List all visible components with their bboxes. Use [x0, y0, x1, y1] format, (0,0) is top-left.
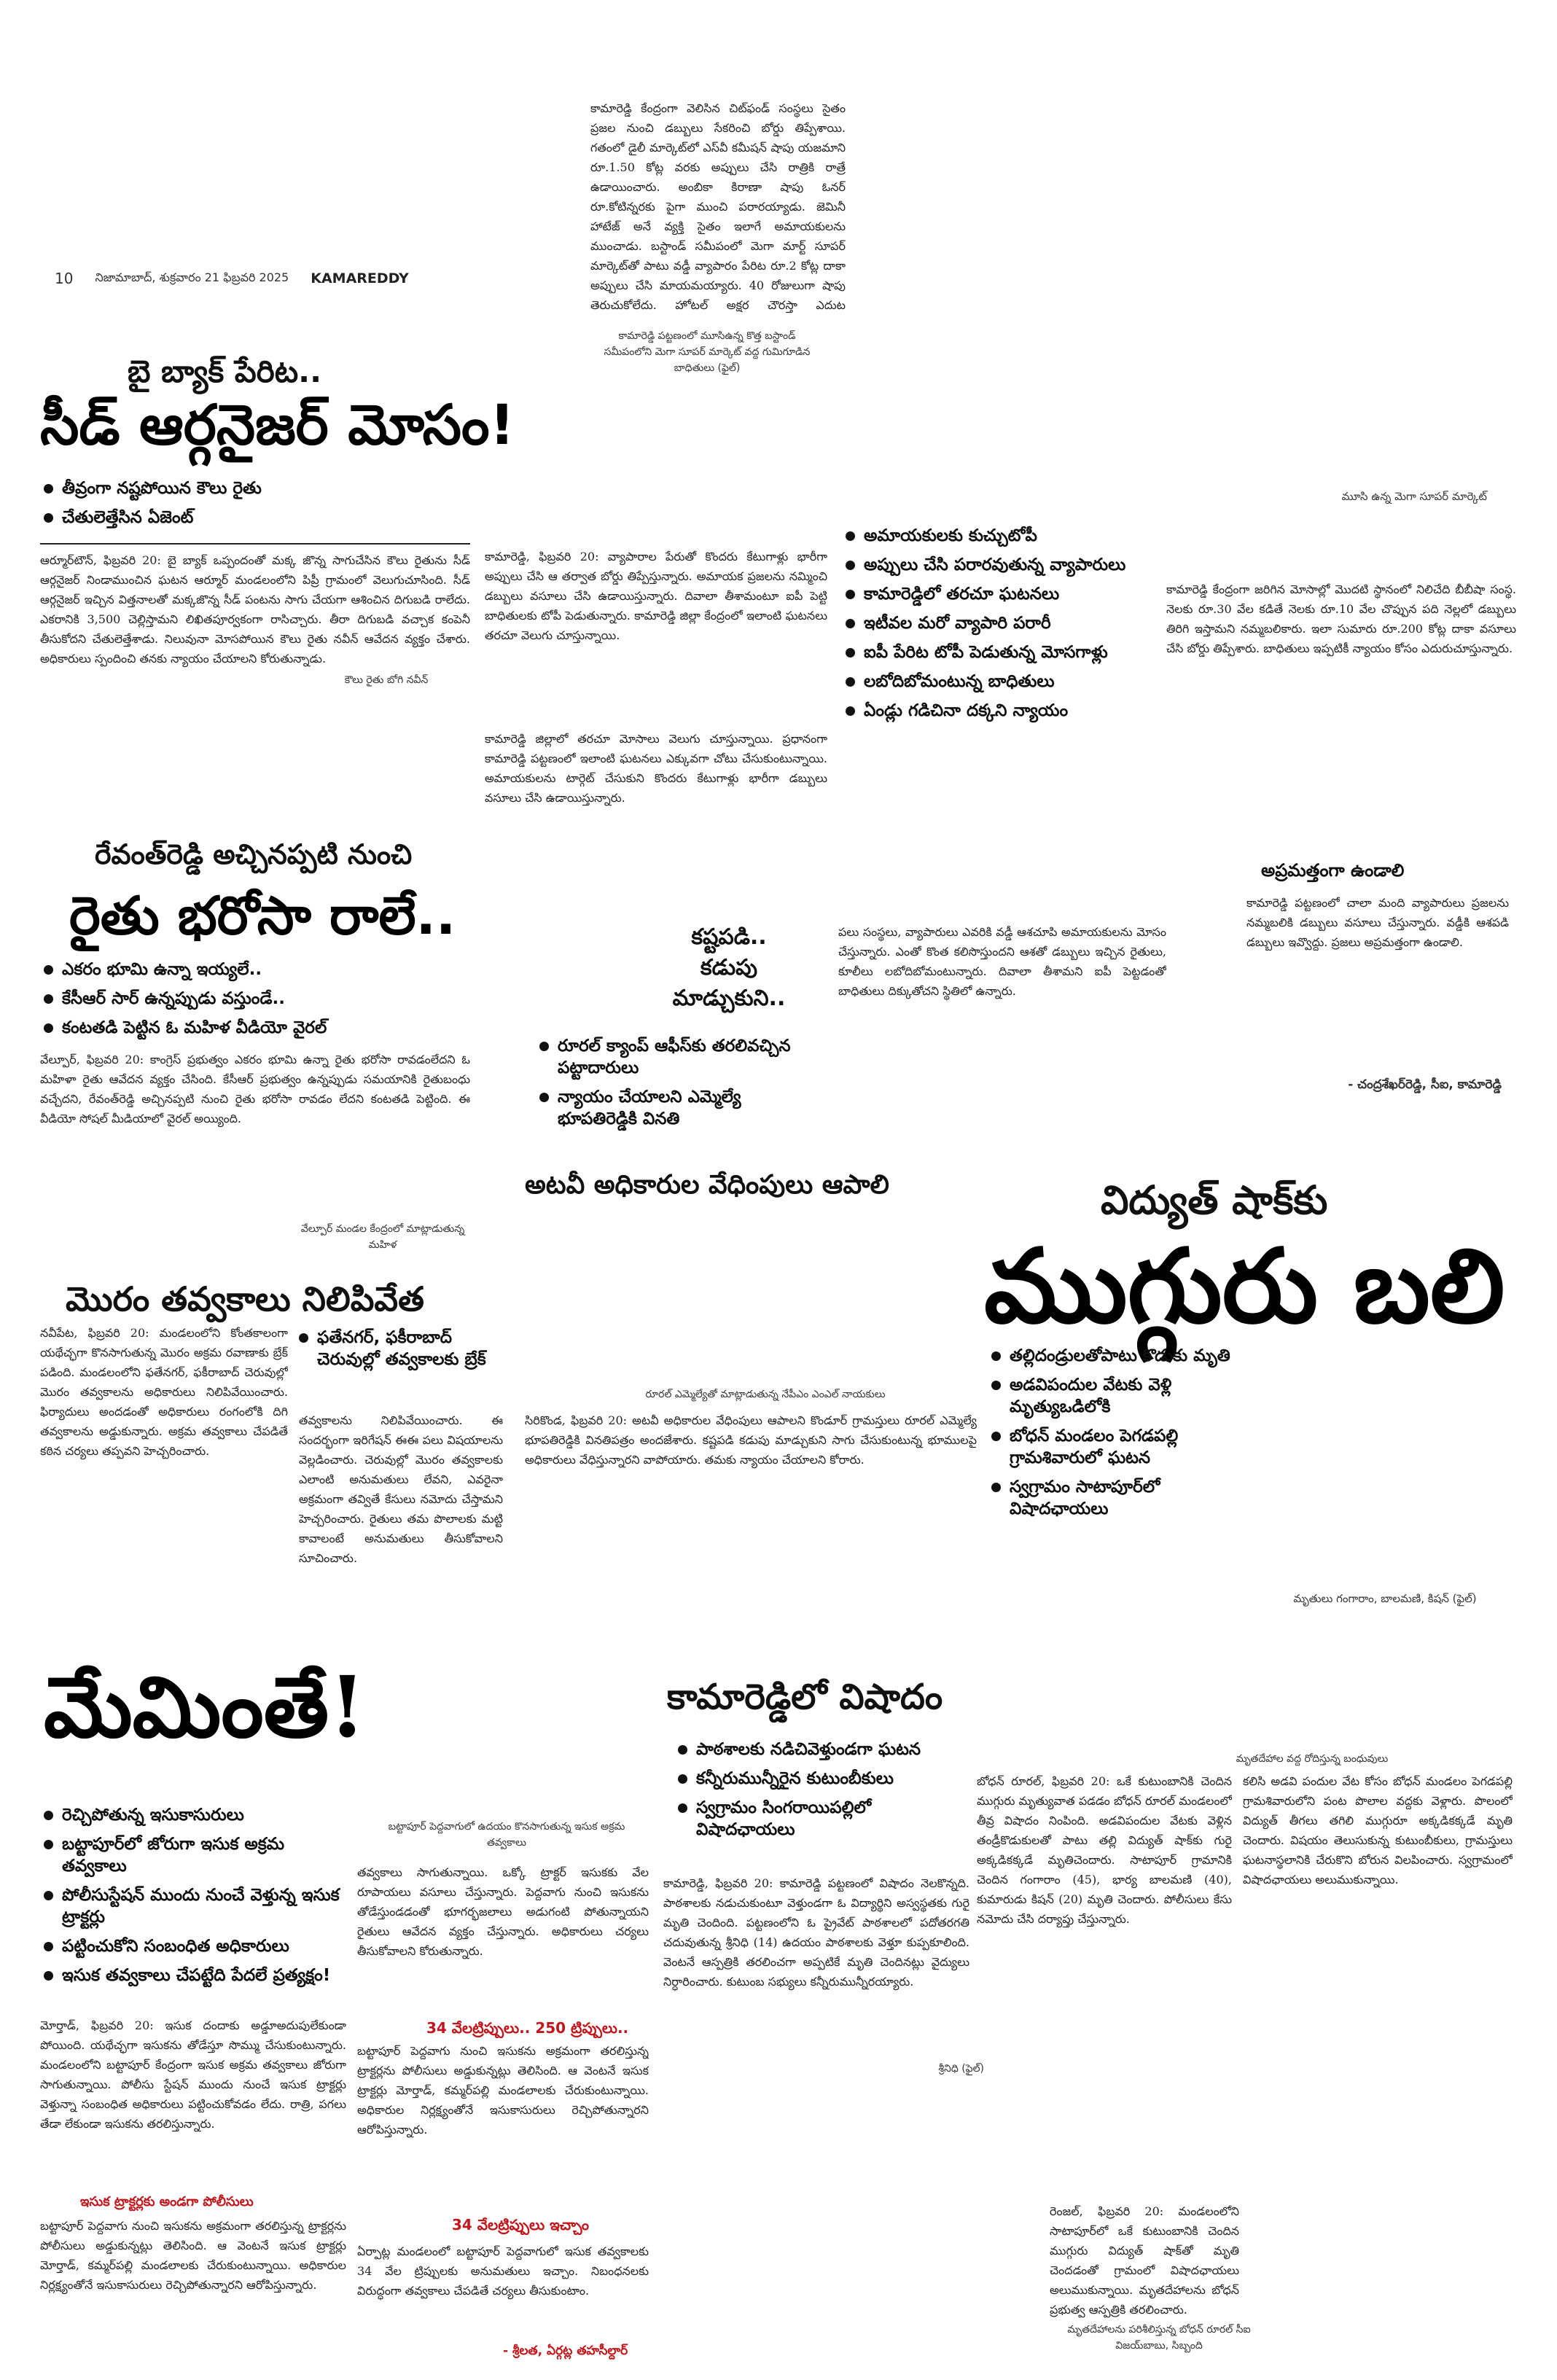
market-caption: మూసి ఉన్న మెగా సూపర్ మార్కెట్ [1341, 490, 1487, 503]
electric-bullets [991, 1345, 1239, 1527]
bullet-icon [539, 1093, 549, 1102]
bullet-icon [44, 513, 53, 523]
mid-box-headline-main: అటవీ అధికారుల వేధింపులు ఆపాలి [525, 1170, 889, 1200]
story2-kicker: రేవంత్‌రెడ్డి అచ్చినప్పటి నుంచి [95, 838, 413, 870]
story6-body3: రెంజల్, ఫిబ్రవరి 20: మండలంలోని సాటాపూర్‌లో ఒకే కుటుంబానికి చెందిన ముగ్గురు విద్యుత్ షాక్‌తో మృతి చెందడంతో గ్రామంలో విషాదఛాయలు అలుముకున్నాయి. మృతదేహాలను బోధన్ ప్రభుత్వ ఆస్పత్రికి తరలించారు. [1050, 2204, 1239, 2317]
story4-red-text2: 34 వేలట్రిప్పులు ఇచ్చాం [452, 2216, 590, 2233]
sidebar-title: అప్రమత్తంగా ఉండాలి [1261, 860, 1405, 881]
bullet-icon [44, 1891, 53, 1900]
bullet-icon [44, 1840, 53, 1849]
list-item: పోలీసుస్టేషన్ ముందు నుంచే వెళ్తున్న ఇసుక ట్రాక్టర్లు [44, 1884, 350, 1928]
bullet-icon [846, 531, 855, 541]
divider [40, 543, 470, 545]
list-item: ఏండ్లు గడిచినా దక్కని న్యాయం [846, 700, 1152, 722]
fraud-body-4: పలు సంస్థలు, వ్యాపారులు ఎవరికి వడ్డీ ఆశచూపి అమాయకులను మోసం చేస్తున్నారు. ఎంతో కొంత కలిసొస్తుందని ఆశతో డబ్బులు ఇచ్చిన రైతులు, కూలీలు లబోదిబోమంటున్నారు. దివాలా తీశామని ఐపీ పెట్టడంతో బాధితులు దిక్కుతోచని స్థితిలో ఉన్నారు. [838, 925, 1166, 998]
list-item: రూరల్ క్యాంప్ ఆఫీస్‌కు తరలివచ్చిన పట్టాదారులు [539, 1035, 824, 1079]
list-item: రెచ్చిపోతున్న ఇసుకాసురులు [44, 1804, 350, 1826]
list-item: కంటతడి పెట్టిన ఓ మహిళ వీడియో వైరల్ [44, 1017, 474, 1039]
fraud-body-2: కామారెడ్డి జిల్లాలో తరచూ మోసాలు వెలుగు చూస్తున్నాయి. ప్రధానంగా కామారెడ్డి పట్టణంలో ఇలాంటి ఘటనలు ఎక్కువగా చోటు చేసుకుంటున్నాయి. అమాయకులను టార్గెట్ చేసుకుని కొందరు కేటుగాళ్లు భారీగా డబ్బులు వసూలు చేసి ఉడాయిస్తున్నారు. [485, 732, 827, 805]
electric-headline: ముగ్గురు బలి [984, 1227, 1505, 1346]
masthead [55, 266, 426, 291]
electric-caption: మృతులు గంగారాం, బాలమణి, కిషన్ (ఫైల్) [1293, 1592, 1477, 1605]
list-item: ఇటీవల మరో వ్యాపారి పరారీ [846, 612, 1152, 634]
bullet-icon [44, 1811, 53, 1820]
story5-caption: శ్రీనిధి (ఫైల్) [938, 2063, 984, 2075]
list-item: పాఠశాలకు నడిచివెళ్తుండగా ఘటన [678, 1739, 962, 1760]
story1-kicker: బై బ్యాక్ పేరిట.. [128, 354, 322, 389]
story1-caption: కౌలు రైతు బోగి నవీన్ [344, 674, 429, 686]
mid-box-body: సిరికొండ, ఫిబ్రవరి 20: అటవీ అధికారుల వేధింపులు ఆపాలని కొండూర్ గ్రామస్తులు రూరల్ ఎమ్మెల్యే భూపతిరెడ్డికి వినతిపత్రం అందజేశారు. కష్టపడి కడుపు మాడ్చుకుని సాగు చేసుకుంటున్న భూములపై అధికారులు వేధిస్తున్నారని వాపోయారు. తమకు న్యాయం చేయాలని కోరారు. [525, 1413, 977, 1467]
list-item: ఐపీ పేరిట టోపీ పెడుతున్న మోసగాళ్లు [846, 641, 1152, 663]
fraud-body-1: కామారెడ్డి, ఫిబ్రవరి 20: వ్యాపారాల పేరుతో కొందరు కేటుగాళ్లు భారీగా అప్పులు చేసి ఆ తర్వాత బోర్డు తిప్పేస్తున్నారు. అమాయక ప్రజలను నమ్మించి డబ్బులు వసూలు చేసి ఉడాయిస్తున్నారు. దివాలా తీశామంటూ ఐపీ పెట్టి బాధితులకు టోపీ పెడుతున్నారు. కామారెడ్డి జిల్లా కేంద్రంలో ఇలాంటి ఘటనలు తరచూ వెలుగు చూస్తున్నాయి. [485, 550, 827, 642]
bullet-icon [44, 1023, 53, 1033]
story4-body2: తవ్వకాలు సాగుతున్నాయి. ఒక్కో ట్రాక్టర్ ఇసుకకు వేల రూపాయలు వసూలు చేస్తున్నారు. పెద్దవాగు నుంచి ఇసుకను తోడేస్తుండడంతో భూగర్భజలాలు అడుగంటి పోతున్నాయని రైతులు ఆవేదన వ్యక్తం చేస్తున్నారు. అధికారులు చర్యలు తీసుకోవాలని కోరుతున్నారు. [357, 1865, 649, 1958]
page-number: 10 [55, 270, 74, 287]
mid-box-headline: కష్టపడి.. కడుపు మాడ్చుకుని.. [672, 924, 786, 1011]
story4-body3: బట్టాపూర్ పెద్దవాగు నుంచి ఇసుకను అక్రమంగా తరలిస్తున్న ట్రాక్టర్లను పోలీసులు అడ్డుకున్నట్లు తెలిసింది. ఆ వెంటనే ఇసుక ట్రాక్టర్లు మోర్తాడ్, కమ్మర్‌పల్లి మండలాలకు చేరుకుంటున్నాయి. అధికారుల నిర్లక్ష్యంతోనే ఇసుకాసురులు రెచ్చిపోతున్నారని ఆరోపిస్తున్నారు. [40, 2219, 346, 2292]
list-item: స్వగ్రామం సాటాపూర్‌లో విషాదఛాయలు [991, 1476, 1239, 1520]
list-item: చేతులెత్తేసిన ఏజెంట్ [44, 507, 452, 528]
bullet-icon [846, 619, 855, 628]
story2-headline: రైతు భరోసా రాలే.. [69, 885, 456, 946]
bullet-icon [846, 561, 855, 570]
story3-body2: తవ్వకాలను నిలిపివేయించారు. ఈ సందర్భంగా ఇరిగేషన్ ఈఈ పలు విషయాలను వెల్లడించారు. చెరువుల్లో మొరం తవ్వకాలకు ఎలాంటి అనుమతులు లేవని, ఎవరైనా అక్రమంగా తవ్వితే కేసులు నమోదు చేస్తామని హెచ్చరించారు. రైతులు తమ పొలాలకు మట్టి కావాలంటే అనుమతులు తీసుకోవాలని సూచించారు. [299, 1413, 503, 1565]
story6-caption: మృతదేహాల వద్ద రోదిస్తున్న బంధువులు [1236, 1753, 1389, 1765]
bullet-icon [44, 1942, 53, 1951]
story4-body: మోర్తాడ్, ఫిబ్రవరి 20: ఇసుక దందాకు అడ్డూఅదుపులేకుండా పోయింది. యథేచ్ఛగా ఇసుకను తోడేస్తూ సొమ్ము చేసుకుంటున్నారు. మండలంలోని బట్టాపూర్ కేంద్రంగా ఇసుక అక్రమ తవ్వకాలు జోరుగా సాగుతున్నాయి. పోలీసు స్టేషన్ ముందు నుంచే ఇసుక ట్రాక్టర్లు వెళ్తున్నా సంబంధిత అధికారులు పట్టించుకోవడం లేదు. రాత్రి, పగలు తేడా లేకుండా ఇసుకను తరలిస్తున్నారు. [40, 2018, 346, 2131]
sidebar-body: కామారెడ్డి పట్టణంలో చాలా మంది వ్యాపారులు ప్రజలను నమ్మబలికి డబ్బులు వసూలు చేస్తున్నారు. వడ్డీకి ఆశపడి డబ్బులు ఇవ్వొద్దు. ప్రజలు అప్రమత్తంగా ఉండాలి. [1246, 896, 1509, 949]
fraud-bullets [846, 525, 1152, 729]
electric-kicker: విద్యుత్ షాక్‌కు [1101, 1177, 1328, 1223]
list-item: కేసీఆర్ సార్ ఉన్నప్పుడు వస్తుండే.. [44, 988, 474, 1010]
mid-box-bullets [539, 1035, 824, 1137]
mid-box-caption: రూరల్ ఎమ్మెల్యేతో మాట్లాడుతున్న నేపీఎం ఎంఎల్ నాయకులు [645, 1389, 886, 1400]
list-item: కన్నీరుమున్నీరైన కుటుంబీకులు [678, 1768, 962, 1790]
bullet-icon [991, 1483, 1001, 1492]
bullet-icon [44, 965, 53, 975]
list-item: అమాయకులకు కుచ్చుటోపీ [846, 525, 1152, 547]
top-story-caption: కామారెడ్డి పట్టణంలో మూసిఉన్న కొత్త బస్టాండ్ సమీపంలోని మెగా సూపర్ మార్కెట్ వద్ద గుమిగూడిన బాధితులు (ఫైల్) [604, 330, 811, 374]
bullet-icon [539, 1042, 549, 1051]
list-item: ఫతేనగర్, ఫకీరాబాద్ చెరువుల్లో తవ్వకాలకు బ్రేక్ [299, 1327, 488, 1370]
story4-body4: ఏర్పాట్ల మండలంలో బట్టాపూర్ పెద్దవాగులో ఇసుక తవ్వకాలకు 34 వేల ట్రిప్పులకు అనుమతులు ఇచ్చాం. నిబంధనలకు విరుద్ధంగా తవ్వకాలు చేపడితే చర్యలు తీసుకుంటాం. [357, 2244, 649, 2298]
bullet-icon [846, 590, 855, 599]
bullet-icon [678, 1745, 687, 1755]
list-item: ఇసుక తవ్వకాలు చేపట్టేది పేదలే ప్రత్యక్షం! [44, 1965, 350, 1986]
story1-body: ఆర్మూర్‌టౌన్, ఫిబ్రవరి 20: బై బ్యాక్ ఒప్పందంతో మక్క జొన్న సాగుచేసిన కౌలు రైతును సీడ్ ఆర్గనైజర్ నిండాముంచిన ఘటన ఆర్మూర్ మండలంలోని పిప్రీ గ్రామంలో వెలుగుచూసింది. సీడ్ ఆర్గనైజర్ ఇచ్చిన విత్తనాలతో మక్కజొన్న సీడ్ పంటను సాగు చేయగా ఆశించిన దిగుబడి రాలేదు. ఎకరానికి 3,500 చెల్లిస్తామని లిఖితపూర్వకంగా రాసిచ్చారు. తీరా దిగుబడి వచ్చాక కంపెనీ తీసుకోదని చేతులెత్తేశాడు. నిలువునా మోసపోయిన కౌలు రైతు నవీన్ ఆవేదన వ్యక్తం చేశారు. అధికారులు స్పందించి తనకు న్యాయం చేయాలని కోరుతున్నాడు. [40, 553, 470, 666]
sidebar-author: - చంద్రశేఖర్‌రెడ్డి, సీఐ, కామారెడ్డి [1348, 1077, 1502, 1092]
story6-body2: కలిసి అడవి పందుల వేట కోసం బోధన్ మండలం పెగడపల్లి గ్రామశివారులోని పంట పొలాల వద్దకు వెళ్లారు. పొలంలో విద్యుత్ తీగలు తగిలి ముగ్గురూ అక్కడికక్కడే మృతి చెందారు. విషయం తెలుసుకున్న కుటుంబీకులు, గ్రామస్తులు ఘటనాస్థలానికి చేరుకొని బోరున విలపించారు. స్వగ్రామంలో విషాదఛాయలు అలుముకున్నాయి. [1243, 1774, 1513, 1887]
story6-caption2: మృతదేహాలను పరిశీలిస్తున్న బోధన్ రూరల్ సీఐ విజయ్‌బాబు, సిబ్బంది [1067, 2324, 1251, 2352]
bullet-icon [44, 484, 53, 493]
story6-body: బోధన్ రూరల్, ఫిబ్రవరి 20: ఒకే కుటుంబానికి చెందిన ముగ్గురు మృత్యువాత పడడం బోధన్ రూరల్ మండలంలో తీవ్ర విషాదం నింపింది. అడవిపందుల వేటకు వెళ్లిన తండ్రీకొడుకులతో పాటు తల్లి విద్యుత్ షాక్‌కు గురై అక్కడికక్కడే మృతిచెందారు. సాటాపూర్ గ్రామానికి చెందిన గంగారాం (45), భార్య బాలమణి (40), కుమారుడు కిషన్ (20) మృతి చెందారు. పోలీసులు కేసు నమోదు చేసి దర్యాప్తు చేస్తున్నారు. [977, 1774, 1232, 1926]
story2-caption: వేల్పూర్ మండల కేంద్రంలో మాట్లాడుతున్న మహిళ [300, 1223, 465, 1251]
bullet-icon [846, 648, 855, 658]
story5-headline: కామారెడ్డిలో విషాదం [667, 1677, 943, 1717]
top-story-body: కామారెడ్డి కేంద్రంగా వెలిసిన చిట్‌ఫండ్ సంస్థలు సైతం ప్రజల నుంచి డబ్బులు సేకరించి బోర్డు తిప్పేశాయి. గతంలో డైలీ మార్కెట్‌లో ఎస్‌వీ కమీషన్ షాపు యజమాని రూ.1.50 కోట్ల వరకు అప్పులు చేసి రాత్రికి రాత్రే ఉడాయించారు. అంబికా కిరాణా షాపు ఓనర్ రూ.కోటిన్నరకు పైగా ముంచి పరారయ్యాడు. జెమినీ హాటేజ్ అనే వ్యక్తి సైతం ఇలాగే అమాయకులను ముంచాడు. బస్టాండ్ సమీపంలో మెగా మార్ట్ సూపర్ మార్కెట్‌తో పాటు వడ్డీ వ్యాపారం పేరిట రూ.2 కోట్ల దాకా అప్పులు చేసి మాయమయ్యారు. 40 రోజులుగా షాపు తెరుచుకోలేదు. హోటల్ అక్షర చౌరస్తా ఎదుట [590, 101, 846, 312]
bullet-icon [846, 706, 855, 716]
list-item: తల్లిదండ్రులతోపాటు కొడుకు మృతి [991, 1345, 1239, 1367]
bullet-icon [991, 1351, 1001, 1361]
bullet-icon [44, 1971, 53, 1981]
story4-caption: బట్టాపూర్ పెద్దవాగులో ఉదయం కొనసాగుతున్న ఇసుక అక్రమ తవ్వకాలు [388, 1821, 625, 1849]
bullet-icon [991, 1432, 1001, 1441]
list-item: స్వగ్రామం సింగరాయిపల్లిలో విషాదఛాయలు [678, 1797, 962, 1841]
list-item: అప్పులు చేసి పరారవుతున్న వ్యాపారులు [846, 554, 1152, 576]
story4-headline: మేమింతే! [44, 1658, 366, 1757]
bullet-icon [678, 1803, 687, 1813]
list-item: పట్టించుకోని సంబంధిత అధికారులు [44, 1935, 350, 1957]
list-item: తీవ్రంగా నష్టపోయిన కౌలు రైతు [44, 477, 452, 499]
list-item: లబోదిబోమంటున్న బాధితులు [846, 671, 1152, 692]
list-item: కామారెడ్డిలో తరచూ ఘటనలు [846, 583, 1152, 605]
list-item: బట్టాపూర్‌లో జోరుగా ఇసుక అక్రమ తవ్వకాలు [44, 1833, 350, 1877]
story4-subheading: ఇసుక ట్రాక్టర్లకు అండగా పోలీసులు [80, 2194, 254, 2209]
list-item: ఎకరం భూమి ఉన్నా ఇయ్యలే.. [44, 959, 474, 980]
list-item: బోధన్ మండలం పెగడపల్లి గ్రామశివారులో ఘటన [991, 1425, 1239, 1469]
story2-bullets [44, 959, 474, 1046]
story1-bullets [44, 477, 452, 536]
story1-headline: సీడ్ ఆర్గనైజర్ మోసం! [40, 392, 515, 457]
list-item: న్యాయం చేయాలని ఎమ్మెల్యే భూపతిరెడ్డికి వినతి [539, 1086, 824, 1130]
story3-headline: మొరం తవ్వకాలు నిలిపివేత [66, 1279, 424, 1319]
story4-body-cont: బట్టాపూర్ పెద్దవాగు నుంచి ఇసుకను అక్రమంగా తరలిస్తున్న ట్రాక్టర్లను పోలీసులు అడ్డుకున్నట్లు తెలిసింది. ఆ వెంటనే ఇసుక ట్రాక్టర్లు మోర్తాడ్, కమ్మర్‌పల్లి మండలాలకు చేరుకుంటున్నాయి. అధికారుల నిర్లక్ష్యంతోనే ఇసుకాసురులు రెచ్చిపోతున్నారని ఆరోపిస్తున్నారు. [357, 2044, 649, 2137]
list-item: అడవిపందుల వేటకు వెళ్లి మృత్యుఒడిలోకి [991, 1374, 1239, 1418]
bullet-icon [678, 1774, 687, 1784]
story4-red-text: 34 వేలట్రిప్పులు.. 250 ట్రిప్పులు.. [426, 2019, 629, 2037]
story2-body: వేల్పూర్, ఫిబ్రవరి 20: కాంగ్రెస్ ప్రభుత్వం ఎకరం భూమి ఉన్నా రైతు భరోసా రావడంలేదని ఓ మహిళా రైతు ఆవేదన వ్యక్తం చేసింది. కేసీఆర్ ప్రభుత్వం ఉన్నప్పుడు సమయానికి రైతుబంధు వచ్చేదని, రేవంత్‌రెడ్డి అచ్చినప్పటి నుంచి రైతు భరోసా రావడం లేదని కంటతడి పెట్టింది. ఈ వీడియో సోషల్ మీడియాలో వైరల్ అయ్యింది. [40, 1053, 470, 1125]
story3-body: నవీపేట, ఫిబ్రవరి 20: మండలంలోని కోంతకాలంగా యథేచ్ఛగా కొనసాగుతున్న మొరం అక్రమ రవాణాకు బ్రేక్ పడింది. మండలంలోని ఫతేనగర్, ఫకీరాబాద్ చెరువుల్లో మొరం తవ్వకాలను అధికారులు నిలిపివేయించారు. ఫిర్యాదులు అందడంతో అధికారులు రంగంలోకి దిగి తవ్వకాలను అడ్డుకున్నారు. అక్రమ తవ్వకాలు చేపడితే కఠిన చర్యలు తప్పవని హెచ్చరించారు. [40, 1326, 288, 1458]
story3-bullets [299, 1327, 488, 1378]
story4-bullets [44, 1804, 350, 1994]
story4-author: - శ్రీలత, ఏర్గట్ల తహసీల్దార్ [503, 2344, 628, 2358]
masthead-section: KAMAREDDY [311, 270, 409, 286]
fraud-body-3: కామారెడ్డి కేంద్రంగా జరిగిన మోసాల్లో మొదటి స్థానంలో నిలిచేది బీబీషా సంస్థ. నెలకు రూ.30 వేల కడితే నెలకు రూ.10 వేల చొప్పున పది నెల్లలో డబ్బులు తిరిగి ఇస్తామని నమ్మబలికారు. ఇలా సుమారు రూ.200 కోట్ల దాకా వసూలు చేసి బోర్డు తిప్పేశారు. బాధితులు ఇప్పటికీ న్యాయం కోసం ఎదురుచూస్తున్నారు. [1166, 582, 1516, 655]
masthead-date: నిజామాబాద్, శుక్రవారం 21 ఫిబ్రవరి 2025 [95, 270, 289, 284]
story5-bullets [678, 1739, 962, 1848]
bullet-icon [846, 677, 855, 687]
bullet-icon [299, 1333, 308, 1343]
story5-body: కామారెడ్డి, ఫిబ్రవరి 20: కామారెడ్డి పట్టణంలో విషాదం నెలకొన్నది. పాఠశాలకు నడుచుకుంటూ వెళ్తుండగా ఓ విద్యార్థిని అస్వస్థతకు గురై మృతి చెందింది. పట్టణంలోని ఓ ప్రైవేట్ పాఠశాలలో పదోతరగతి చదువుతున్న శ్రీనిధి (14) ఉదయం పాఠశాలకు వెళ్తూ కుప్పకూలింది. వెంటనే ఆస్పత్రికి తరలించగా అప్పటికే మృతి చెందినట్లు వైద్యులు నిర్ధారించారు. కుటుంబ సభ్యులు కన్నీరుమున్నీరయ్యారు. [663, 1876, 969, 1989]
bullet-icon [44, 994, 53, 1004]
